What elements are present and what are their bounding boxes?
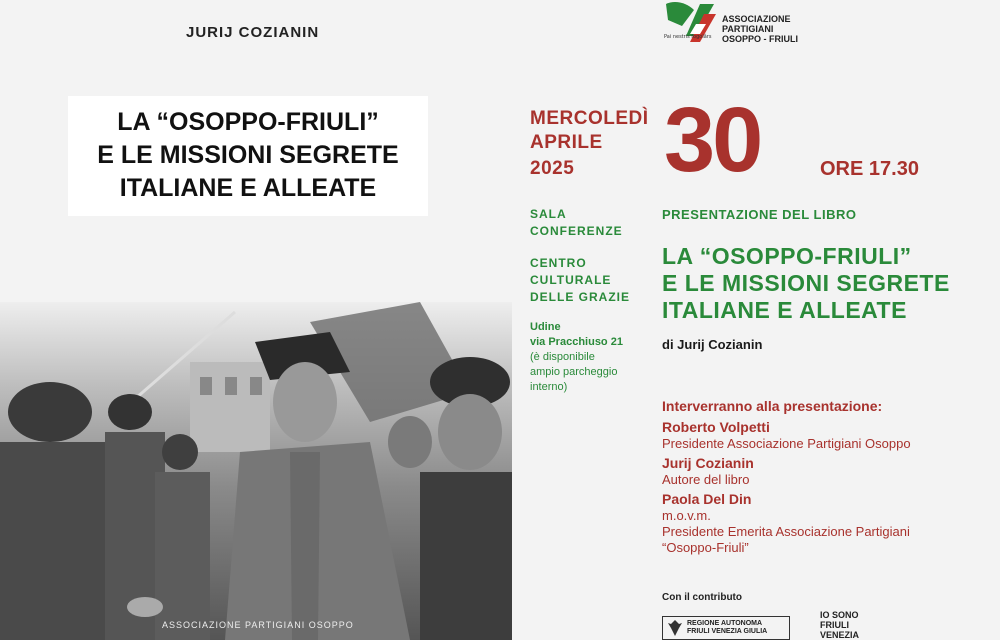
venue-center-line-3: DELLE GRAZIE bbox=[530, 290, 631, 304]
parking-note-2: ampio parcheggio bbox=[530, 366, 618, 378]
iosono-line-1: IO SONO bbox=[820, 610, 859, 620]
region-logo-line-1: REGIONE AUTONOMA bbox=[687, 620, 763, 627]
venue-street: via Pracchiuso 21 bbox=[530, 336, 623, 348]
venue-address bbox=[530, 320, 623, 395]
book-title-line-3: ITALIANE E ALLEATE bbox=[662, 297, 907, 323]
book-title bbox=[662, 243, 950, 324]
speakers-section bbox=[662, 398, 992, 558]
venue-center bbox=[530, 255, 630, 306]
title-line-2: E LE MISSIONI SEGRETE bbox=[97, 141, 399, 169]
speaker-item bbox=[662, 418, 992, 452]
speaker-item bbox=[662, 490, 992, 556]
venue-room bbox=[530, 206, 623, 240]
iosono-line-3: VENEZIA bbox=[820, 630, 860, 640]
event-weekday: MERCOLEDÌ bbox=[530, 108, 649, 129]
title-line-3: ITALIANE E ALLEATE bbox=[119, 174, 377, 202]
venue-center-line-1: CENTRO bbox=[530, 256, 587, 270]
logo-line-1: ASSOCIAZIONE bbox=[722, 14, 791, 24]
event-day-number: 30 bbox=[664, 89, 761, 191]
region-logo bbox=[662, 616, 790, 640]
contribution-label: Con il contributo bbox=[662, 592, 742, 603]
event-time: ORE 17.30 bbox=[820, 158, 919, 180]
book-author: di Jurij Cozianin bbox=[662, 337, 763, 352]
logo-line-3: OSOPPO - FRIULI bbox=[722, 34, 799, 44]
speaker-role: Presidente Emerita Associazione Partigiani bbox=[662, 524, 910, 539]
photo-caption: ASSOCIAZIONE PARTIGIANI OSOPPO bbox=[162, 620, 354, 630]
event-year: 2025 bbox=[530, 158, 575, 179]
presentation-label: PRESENTAZIONE DEL LIBRO bbox=[662, 207, 857, 222]
speaker-role: “Osoppo-Friuli” bbox=[662, 540, 749, 555]
historical-photo bbox=[0, 302, 512, 640]
speaker-role: Presidente Associazione Partigiani Osoppo bbox=[662, 436, 911, 451]
speaker-name: Jurij Cozianin bbox=[662, 455, 754, 471]
title-box bbox=[68, 96, 428, 216]
logo-motto: Pai nestris fogolârs bbox=[664, 34, 712, 40]
iosono-logo bbox=[820, 610, 859, 640]
region-logo-line-2: FRIULI VENEZIA GIULIA bbox=[687, 628, 768, 635]
event-month: APRILE bbox=[530, 132, 603, 153]
iosono-line-2: FRIULI bbox=[820, 620, 849, 630]
book-title-line-1: LA “OSOPPO-FRIULI” bbox=[662, 243, 912, 269]
speaker-role: Autore del libro bbox=[662, 472, 750, 487]
venue-room-line-2: CONFERENZE bbox=[530, 224, 623, 238]
title-line-1: LA “OSOPPO-FRIULI” bbox=[117, 108, 379, 136]
speaker-name: Paola Del Din bbox=[662, 491, 752, 507]
eagle-icon bbox=[666, 618, 684, 638]
venue-center-line-2: CULTURALE bbox=[530, 273, 612, 287]
association-logo-text bbox=[722, 14, 798, 44]
venue-city: Udine bbox=[530, 321, 561, 333]
speaker-name: Roberto Volpetti bbox=[662, 419, 770, 435]
photo-illustration bbox=[0, 302, 512, 640]
author-name-header: JURIJ COZIANIN bbox=[186, 24, 320, 41]
venue-room-line-1: SALA bbox=[530, 207, 567, 221]
speaker-item bbox=[662, 454, 992, 488]
parking-note-3: interno) bbox=[530, 381, 568, 393]
speakers-heading: Interverranno alla presentazione: bbox=[662, 398, 883, 414]
association-logo-icon bbox=[660, 0, 718, 44]
logo-line-2: PARTIGIANI bbox=[722, 24, 774, 34]
speaker-role: m.o.v.m. bbox=[662, 508, 711, 523]
parking-note-1: (è disponibile bbox=[530, 351, 595, 363]
book-title-line-2: E LE MISSIONI SEGRETE bbox=[662, 270, 950, 296]
